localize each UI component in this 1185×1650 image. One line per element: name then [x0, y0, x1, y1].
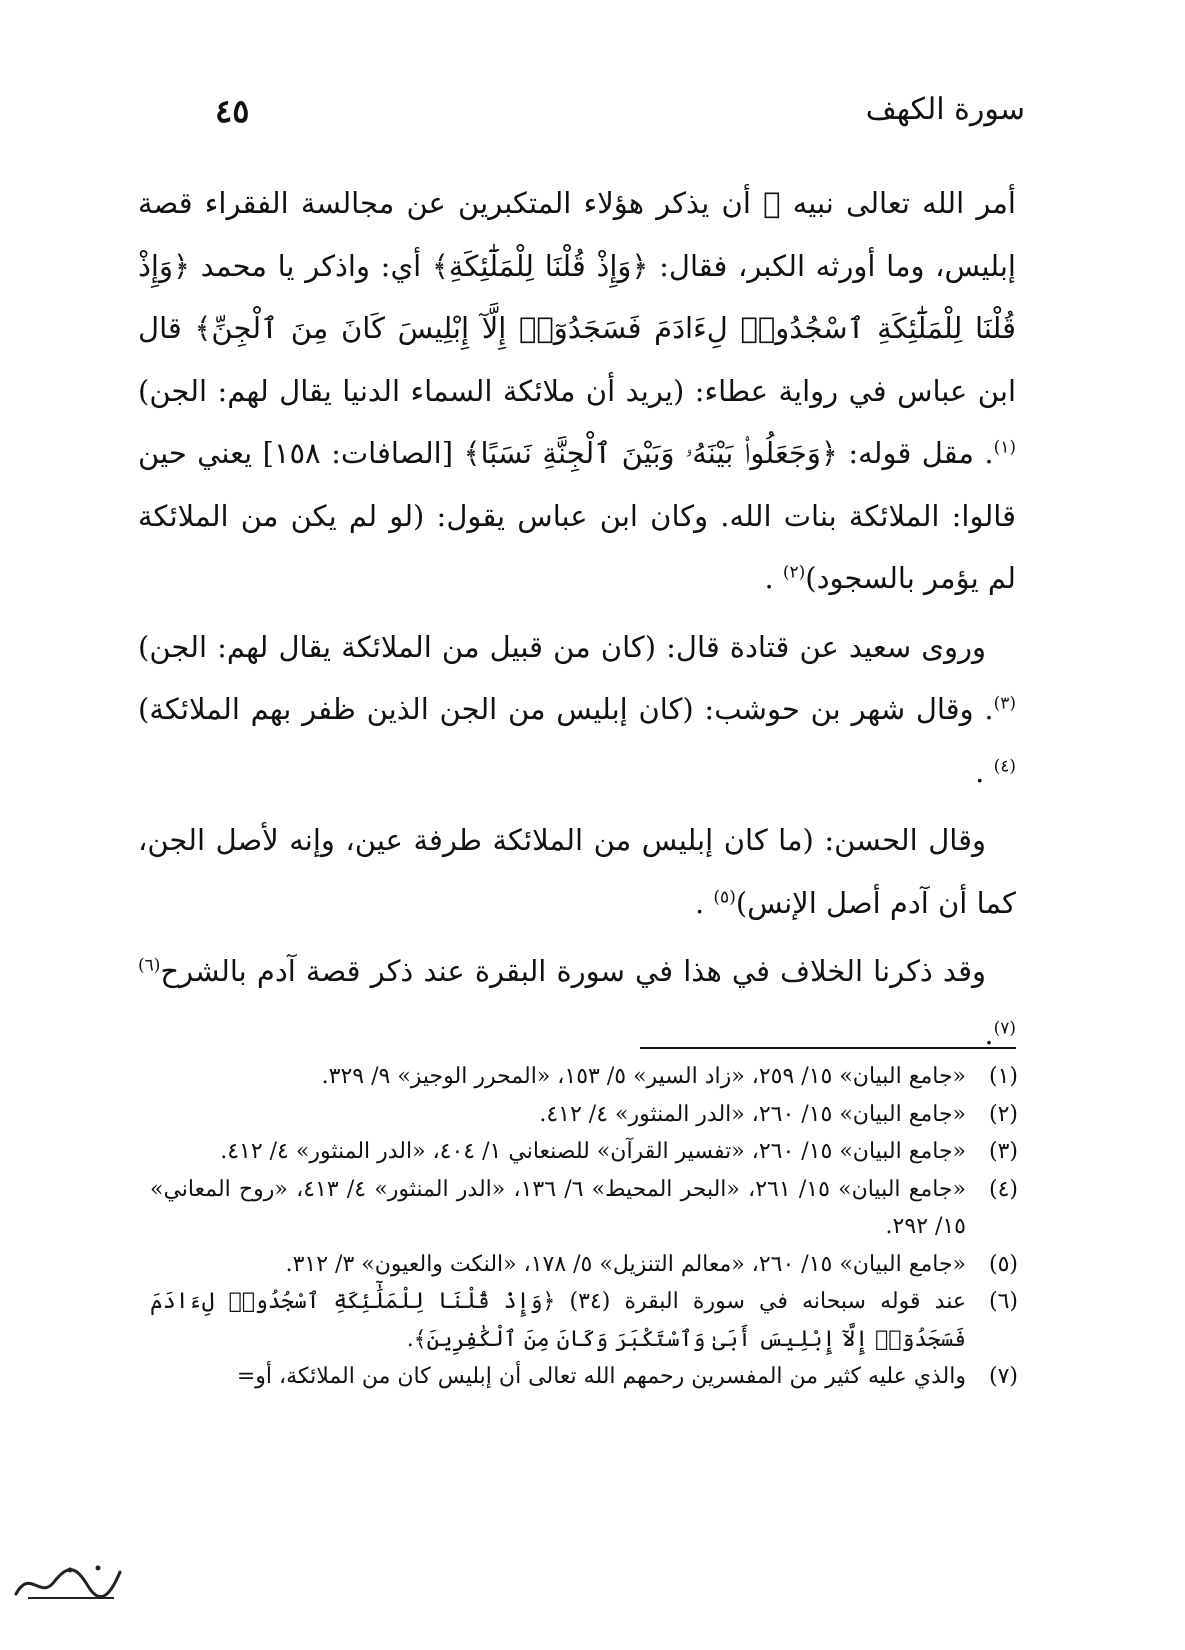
footnote-number: (٧)	[988, 1364, 1018, 1389]
footnote-text: «جامع البيان» ١٥/ ٢٦٠، «تفسير القرآن» للصنعاني ١/ ٤٠٤، «الدر المنثور» ٤/ ٤١٢.	[220, 1139, 966, 1164]
page-number: ٤٥	[215, 92, 250, 130]
footnote-number: (٦)	[988, 1289, 1018, 1314]
footnotes	[150, 1058, 1018, 1396]
footnote-ref-1: (١)	[993, 437, 1016, 458]
footnote-7	[150, 1358, 1018, 1396]
main-text	[138, 172, 1016, 1065]
footnote-text: عند قوله سبحانه في سورة البقرة (٣٤) ﴿وَإِذْ قُلْنَا لِلْمَلَٰٓئِكَةِ ٱسْجُدُوا۟ لِءَادَمَ فَسَجَدُوٓا۟ إِلَّآ إِبْلِيسَ أَبَىٰ وَٱسْتَكْبَرَ وَكَانَ مِنَ ٱلْكَٰفِرِينَ﴾.	[150, 1289, 966, 1352]
footnote-4	[150, 1171, 1018, 1246]
footnote-text: «جامع البيان» ١٥/ ٢٥٩، «زاد السير» ٥/ ١٥٣، «المحرر الوجيز» ٩/ ٣٢٩.	[321, 1064, 966, 1089]
running-title: سورة الكهف	[865, 92, 1025, 127]
footnote-ref-4: (٤)	[993, 755, 1016, 776]
paragraph-1-end: .	[764, 561, 783, 595]
footnote-text: والذي عليه كثير من المفسرين رحمهم الله تعالى أن إبليس كان من الملائكة، أو=	[236, 1364, 966, 1389]
footnote-separator	[640, 1047, 1016, 1049]
calligraphy-logo-icon	[10, 1560, 126, 1604]
footnote-5	[150, 1246, 1018, 1284]
footnote-ref-2: (٢)	[782, 562, 806, 583]
page-header	[195, 92, 1025, 142]
footnote-text: «جامع البيان» ١٥/ ٢٦٠، «معالم التنزيل» ٥/ ١٧٨، «النكت والعيون» ٣/ ٣١٢.	[285, 1251, 966, 1277]
footnote-2	[150, 1096, 1018, 1134]
paragraph-2-end: .	[975, 754, 994, 789]
footnote-3	[150, 1133, 1018, 1171]
paragraph-2-text-a: وروى سعيد عن قتادة قال: (كان من قبيل من الملائكة يقال لهم: الجن)	[138, 629, 986, 664]
footnote-number: (٢)	[988, 1101, 1018, 1127]
footnote-ref-5: (٥)	[713, 886, 736, 907]
footnote-text: «جامع البيان» ١٥/ ٢٦٠، «الدر المنثور» ٤/ ٤١٢.	[539, 1101, 966, 1127]
footnote-text: «جامع البيان» ١٥/ ٢٦١، «البحر المحيط» ٦/ ١٣٦، «الدر المنثور» ٤/ ٤١٣، «روح المعاني» ١٥/ ٢٩٢.	[150, 1176, 966, 1239]
footnote-number: (٤)	[988, 1176, 1018, 1202]
paragraph-2	[138, 616, 1016, 804]
paragraph-2-text-b: . وقال شهر بن حوشب: (كان إبليس من الجن الذين ظفر بهم الملائكة)	[138, 692, 994, 726]
footnote-number: (٣)	[988, 1139, 1018, 1164]
paragraph-4-end: .	[984, 1016, 994, 1051]
paragraph-3-end: .	[694, 885, 714, 920]
paragraph-3-text: وقال الحسن: (ما كان إبليس من الملائكة طرفة عين، وإنه لأصل الجن، كما أن آدم أصل الإنس)	[138, 823, 1016, 920]
publisher-stamp	[8, 1560, 128, 1632]
paragraph-1	[138, 172, 1016, 610]
footnote-number: (١)	[988, 1064, 1018, 1089]
footnote-ref-6-7: (٦)(٧)	[138, 955, 1016, 1038]
footnote-6	[150, 1283, 1018, 1358]
paragraph-1-text: أمر الله تعالى نبيه ﷺ أن يذكر هؤلاء المتكبرين عن مجالسة الفقراء قصة إبليس، وما أورثه الكبر، فقال: ﴿وَإِذْ قُلْنَا لِلْمَلَٰٓئِكَةِ﴾ أي: واذكر يا محمد ﴿وَإِذْ قُلْنَا لِلْمَلَٰٓئِكَةِ ٱسْجُدُوا۟ لِءَادَمَ فَسَجَدُوٓا۟ إِلَّآ إِبْلِيسَ كَانَ مِنَ ٱلْجِنِّ﴾ قال ابن عباس في رواية عطاء: (يريد أن ملائكة السماء الدنيا يقال لهم: الجن)	[138, 186, 1016, 408]
paragraph-1-punct: .	[984, 436, 994, 470]
paragraph-1-continuation: مقل قوله: ﴿وَجَعَلُوا۟ بَيْنَهُۥ وَبَيْنَ ٱلْجِنَّةِ نَسَبًا﴾ [الصافات: ١٥٨] يعني حين قالوا: الملائكة بنات الله. وكان ابن عباس يقول: (لو لم يكن من الملائكة لم يؤمر بالسجود)	[138, 436, 1016, 595]
footnote-1	[150, 1058, 1018, 1096]
paragraph-4-text: وقد ذكرنا الخلاف في هذا في سورة البقرة عند ذكر قصة آدم بالشرح	[160, 954, 986, 988]
footnote-number: (٥)	[988, 1251, 1018, 1277]
footnote-ref-3: (٣)	[993, 693, 1016, 714]
paragraph-3	[138, 809, 1016, 934]
